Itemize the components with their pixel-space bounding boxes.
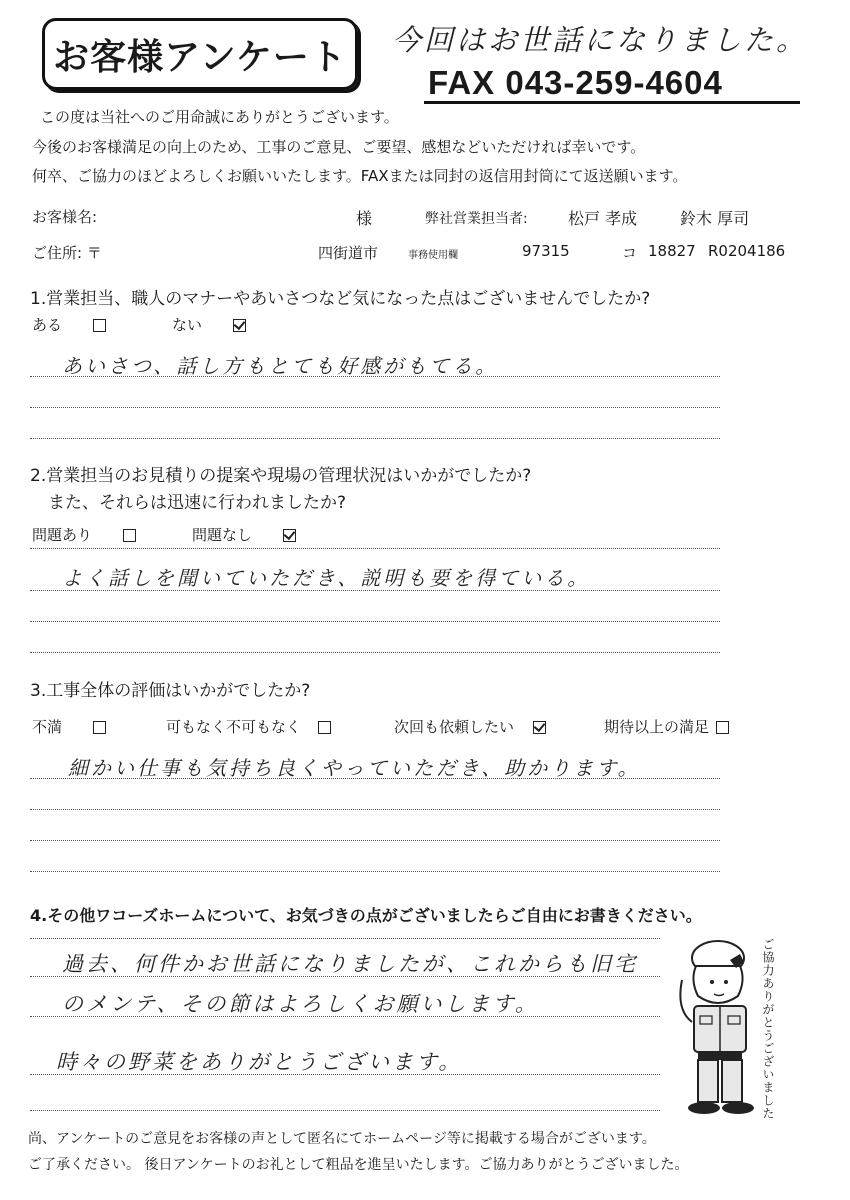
q2-option-problem-label: 問題あり: [32, 526, 93, 544]
q1-question: 1.営業担当、職人のマナーやあいさつなど気になった点はございませんでしたか?: [30, 289, 651, 309]
checkbox-icon[interactable]: [318, 721, 331, 734]
checked-checkbox-icon[interactable]: [533, 721, 546, 734]
q4-answer-line-2: [30, 976, 660, 977]
q1-handwritten-answer: あいさつ、話し方もとても好感がもてる。: [62, 354, 499, 378]
q3-answer-line-4: [30, 871, 720, 872]
office-code-3: R0204186: [708, 242, 786, 260]
q1-option-nai: [172, 314, 246, 335]
q4-handwritten-answer-3: 時々の野菜をありがとうございます。: [56, 1050, 463, 1074]
q3-answer-line-2: [30, 809, 720, 810]
q2-answer-line-4: [30, 652, 720, 653]
customer-name-label: お客様名:: [32, 208, 98, 226]
q4-handwritten-answer-1: 過去、何件かお世話になりましたが、これからも旧宅: [62, 952, 638, 976]
q3-option-repeat: [394, 716, 546, 737]
q4-question: 4.その他ワコーズホームについて、お気づきの点がございましたらご自由にお書きください。: [30, 906, 702, 925]
q2-answer-line-2: [30, 590, 720, 591]
handwritten-thanks-note: 今回はお世話になりました。: [392, 23, 809, 57]
checkbox-icon[interactable]: [716, 721, 729, 734]
q1-answer-line-3: [30, 438, 720, 439]
checkbox-icon[interactable]: [123, 529, 136, 542]
q3-answer-line-3: [30, 840, 720, 841]
rep-name-1: 松戸 孝成: [568, 209, 638, 228]
q2-option-problem: [32, 524, 136, 545]
q4-answer-line-3: [30, 1016, 660, 1017]
q4-handwritten-answer-2: のメンテ、その節はよろしくお願いします。: [62, 992, 539, 1016]
q2-option-no-problem: [192, 524, 296, 545]
office-code-2-prefix: コ: [622, 244, 638, 262]
q3-option-neutral: [166, 716, 331, 737]
q1-option-aru: [32, 314, 106, 335]
q3-option-neutral-label: 可もなく不可もなく: [166, 718, 302, 736]
intro-line-2: 今後のお客様満足の向上のため、工事のご意見、ご要望、感想などいただければ幸いです。: [32, 138, 646, 156]
fax-underline: [424, 101, 800, 104]
side-thanks-text: ご協力ありがとうございました: [761, 938, 775, 1120]
footer-line-1: 尚、アンケートのご意見をお客様の声として匿名にてホームページ等に掲載する場合がございます。: [28, 1131, 656, 1147]
q2-handwritten-answer: よく話しを聞いていただき、説明も要を得ている。: [62, 566, 591, 590]
checked-checkbox-icon[interactable]: [233, 319, 246, 332]
address-label: ご住所: 〒: [32, 244, 102, 262]
survey-title-box: [42, 18, 358, 90]
q2-option-no-problem-label: 問題なし: [192, 526, 253, 544]
intro-line-3: 何卒、ご協力のほどよろしくお願いいたします。FAXまたは同封の返信用封筒にて返送願います。: [32, 167, 688, 185]
sama-suffix: 様: [356, 209, 373, 228]
q3-option-dissatisfied-label: 不満: [32, 718, 63, 736]
q2-question: 2.営業担当のお見積りの提案や現場の管理状況はいかがでしたか?: [30, 466, 532, 486]
q3-option-exceeded-label: 期待以上の満足: [604, 718, 710, 736]
address-city: 四街道市: [318, 244, 379, 262]
q3-option-exceeded: [604, 716, 729, 737]
checkbox-icon[interactable]: [93, 721, 106, 734]
q3-option-dissatisfied: [32, 716, 106, 737]
q3-answer-line-1: [30, 778, 720, 779]
q4-answer-line-4: [30, 1074, 660, 1075]
checked-checkbox-icon[interactable]: [283, 529, 296, 542]
rep-name-2: 鈴木 厚司: [680, 209, 750, 228]
q4-answer-line-5: [30, 1110, 660, 1111]
worker-mascot-svg: [670, 940, 760, 1120]
q2-question-line-2: また、それらは迅速に行われましたか?: [48, 493, 347, 513]
q2-answer-line-1: [30, 548, 720, 549]
q1-option-aru-label: ある: [32, 316, 63, 334]
q2-answer-line-3: [30, 621, 720, 622]
office-code-2: 18827: [648, 242, 696, 260]
survey-title: お客様アンケート: [53, 36, 347, 78]
fax-number: FAX 043-259-4604: [428, 64, 723, 101]
q1-option-nai-label: ない: [172, 316, 203, 334]
rep-label: 弊社営業担当者:: [425, 211, 528, 227]
checkbox-icon[interactable]: [93, 319, 106, 332]
q3-option-repeat-label: 次回も依頼したい: [394, 718, 515, 736]
footer-line-2: ご了承ください。 後日アンケートのお礼として粗品を進呈いたします。ご協力ありがとうございました。: [28, 1157, 689, 1173]
office-use-label: 事務使用欄: [408, 250, 458, 261]
q4-answer-line-1: [30, 938, 660, 939]
q1-answer-line-2: [30, 407, 720, 408]
q3-question: 3.工事全体の評価はいかがでしたか?: [30, 681, 311, 701]
office-code-1: 97315: [522, 242, 570, 260]
q1-answer-line-1: [30, 376, 720, 377]
intro-line-1: この度は当社へのご用命誠にありがとうございます。: [40, 108, 399, 126]
q3-handwritten-answer: 細かい仕事も気持ち良くやっていただき、助かります。: [68, 756, 641, 780]
worker-mascot-illustration: [670, 940, 760, 1124]
